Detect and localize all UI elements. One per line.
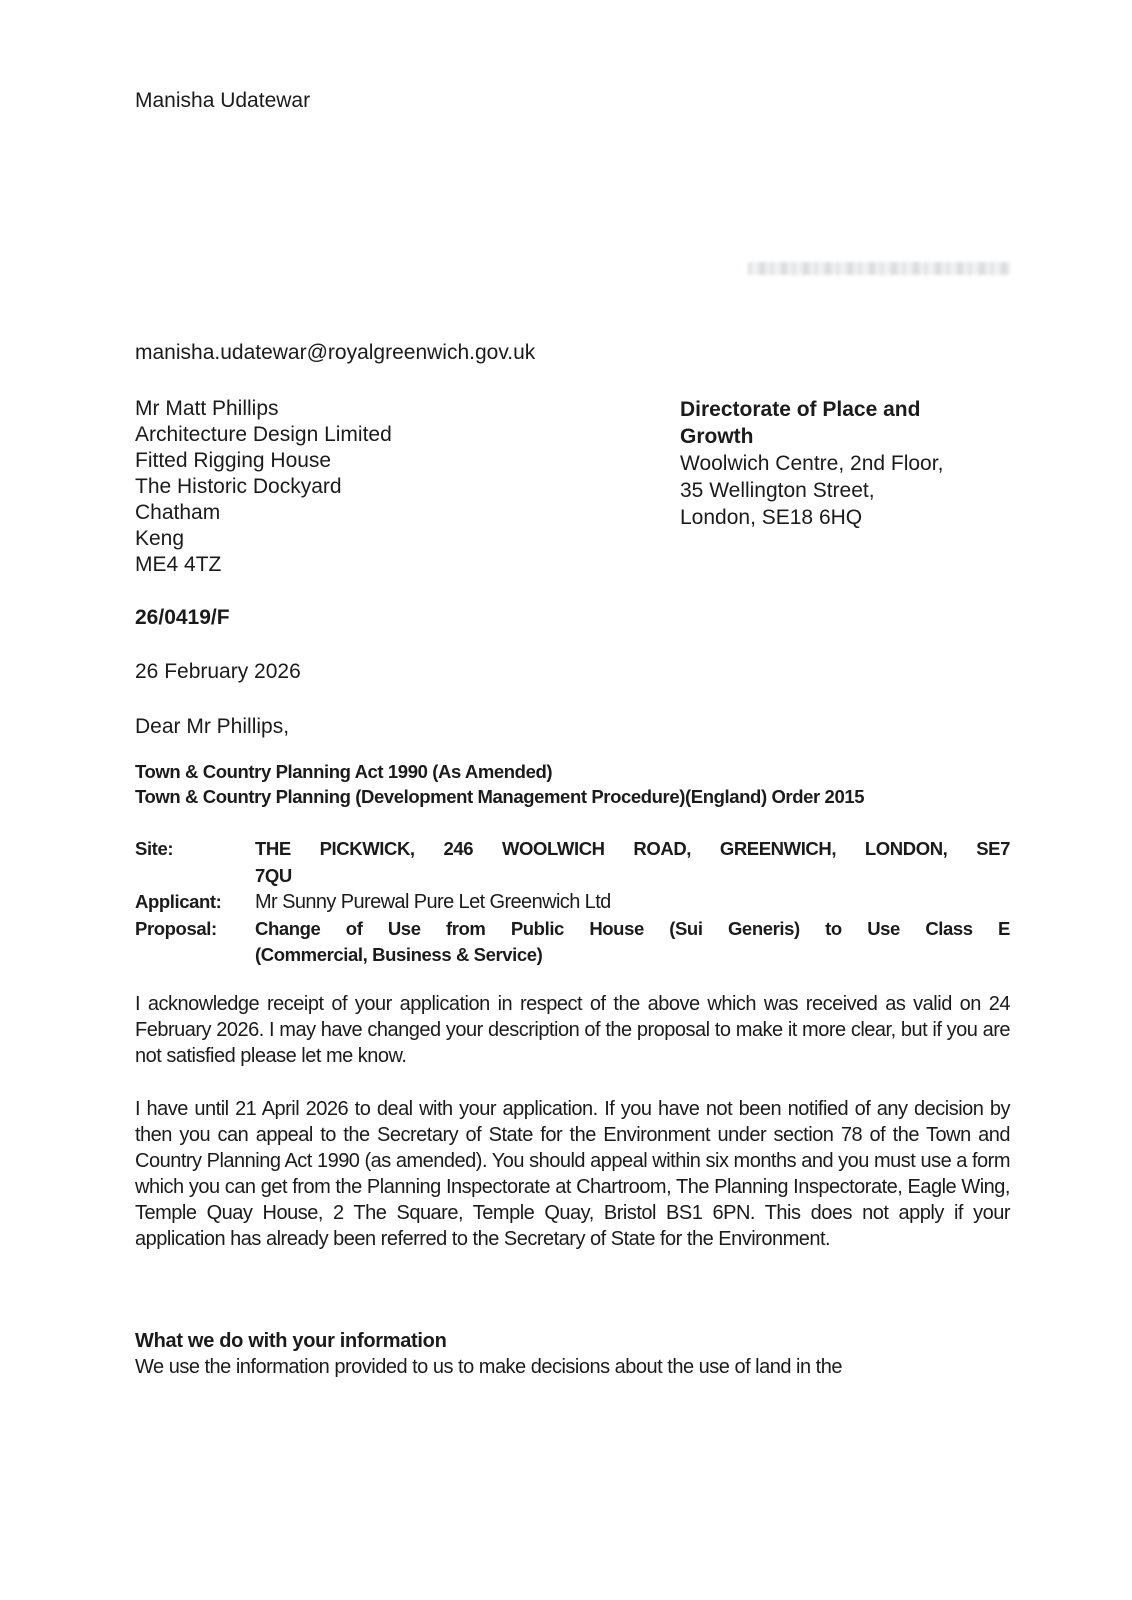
salutation: Dear Mr Phillips,: [135, 715, 290, 738]
address-section: [135, 396, 1010, 578]
department-address-line: London, SE18 6HQ: [680, 506, 863, 529]
recipient-line: Chatham: [135, 501, 221, 524]
recipient-address: [135, 396, 392, 578]
sender-email: manisha.udatewar@royalgreenwich.gov.uk: [135, 341, 536, 364]
applicant-label: Applicant:: [135, 891, 222, 912]
department-address: [680, 396, 1010, 578]
information-heading: What we do with your information: [135, 1329, 447, 1352]
recipient-line: Mr Matt Phillips: [135, 397, 279, 420]
appeal-paragraph: I have until 21 April 2026 to deal with your application. If you have not been notified of any decision by then you can appeal to the Secretary of State for the Environment under section 78 of the Town and Country Planning Act 1990 (as amended). You should appeal within six months and you must use a form which you can get from the Planning Inspectorate at Chartroom, The Planning Inspectorate, Eagle Wing, Temple Quay House, 2 The Square, Temple Quay, Bristol BS1 6PN. This does not apply if your application has already been referred to the Secretary of State for the Environment.: [135, 1097, 1010, 1250]
recipient-line: Architecture Design Limited: [135, 423, 392, 446]
applicant-row: [135, 889, 1010, 916]
applicant-value: Mr Sunny Purewal Pure Let Greenwich Ltd: [255, 891, 611, 913]
acknowledgement-paragraph: I acknowledge receipt of your application in respect of the above which was received as valid on 24 February 2026. I may have changed your description of the proposal to make it more clear, but if you are not satisfied please let me know.: [135, 992, 1010, 1067]
letter-date: 26 February 2026: [135, 660, 301, 683]
recipient-line: The Historic Dockyard: [135, 475, 342, 498]
statute-line: Town & Country Planning (Development Management Procedure)(England) Order 2015: [135, 786, 865, 807]
statute-heading: [135, 759, 1010, 809]
proposal-label: Proposal:: [135, 917, 217, 939]
recipient-line: Keng: [135, 527, 185, 550]
recipient-line: Fitted Rigging House: [135, 449, 332, 472]
faded-scan-artifact: [748, 262, 1010, 275]
department-title-line: Growth: [680, 425, 754, 448]
department-title-line: Directorate of Place and: [680, 398, 921, 421]
department-address-line: Woolwich Centre, 2nd Floor,: [680, 452, 944, 475]
proposal-row: [135, 916, 1010, 969]
proposal-value: Change of Use from Public House (Sui Generis) to Use Class E (Commercial, Business & Service): [255, 917, 1010, 965]
application-details: [135, 836, 1010, 969]
information-text: We use the information provided to us to make decisions about the use of land in the: [135, 1355, 842, 1378]
site-row: [135, 836, 1010, 889]
site-label: Site:: [135, 838, 174, 859]
statute-line: Town & Country Planning Act 1990 (As Amended): [135, 761, 553, 782]
recipient-line: ME4 4TZ: [135, 553, 222, 576]
application-reference: 26/0419/F: [135, 606, 230, 629]
site-value: THE PICKWICK, 246 WOOLWICH ROAD, GREENWICH, LONDON, SE7 7QU: [255, 838, 1010, 886]
department-address-line: 35 Wellington Street,: [680, 479, 875, 502]
sender-name: Manisha Udatewar: [135, 89, 311, 112]
